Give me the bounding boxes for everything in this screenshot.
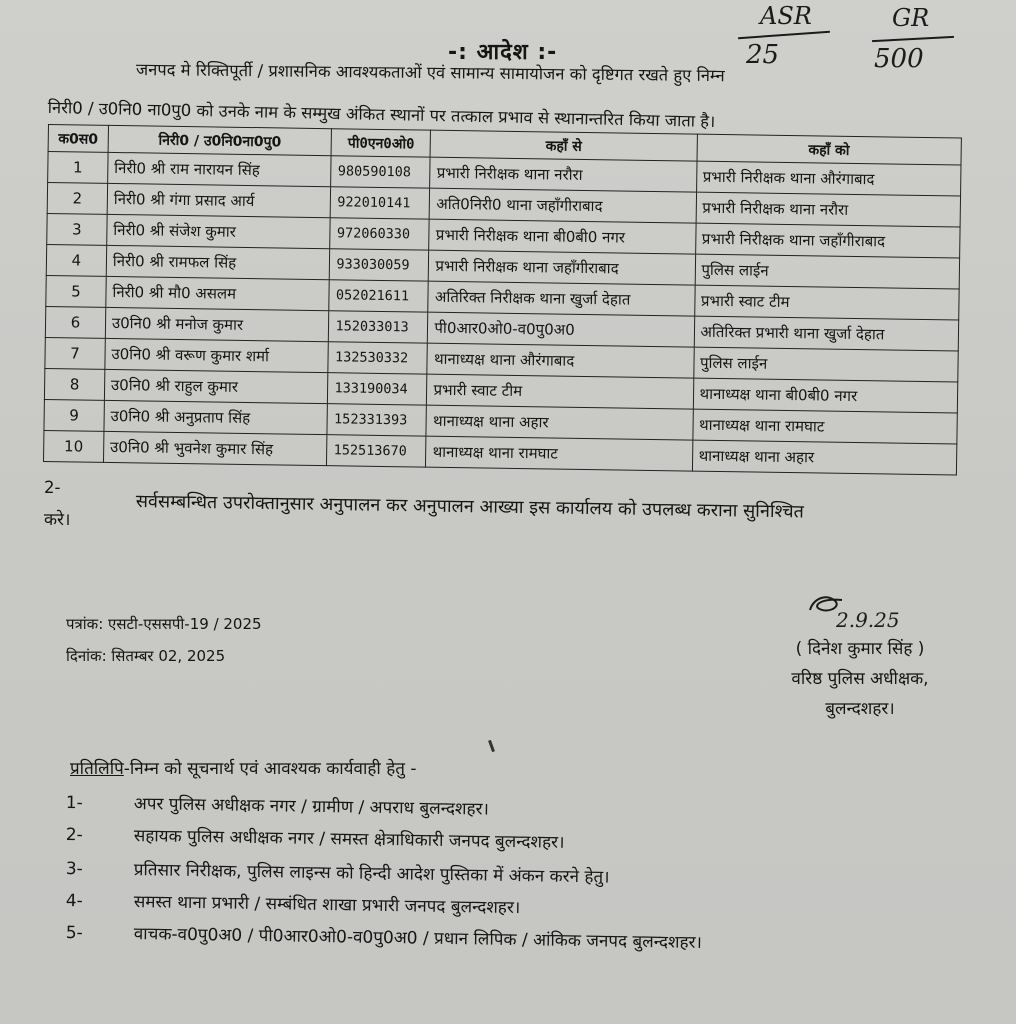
- cell-to: प्रभारी निरीक्षक थाना औरंगाबाद: [696, 161, 961, 196]
- header-pno: पी0एन0ओ0: [332, 129, 431, 157]
- cell-name: निरी0 श्री रामफल सिंह: [106, 245, 330, 279]
- cell-from: प्रभारी निरीक्षक थाना नरौरा: [430, 157, 696, 192]
- cell-pno: 133190034: [328, 373, 427, 405]
- letter-number: पत्रांक: एसटी-एससपी-19 / 2025: [66, 615, 262, 633]
- handwritten-mark-right-top: GR: [892, 4, 930, 32]
- cell-name: निरी0 श्री राम नारायन सिंह: [108, 152, 332, 186]
- copy-item-text: समस्त थाना प्रभारी / सम्बंधित शाखा प्रभारी जनपद बुलन्दशहर।: [133, 892, 521, 919]
- cell-from: अति0निरी0 थाना जहाँगीराबाद: [430, 188, 696, 223]
- copy-item-text: वाचक-व0पु0अ0 / पी0आर0ओ0-व0पु0अ0 / प्रधान लिपिक / आंकिक जनपद बुलन्दशहर।: [133, 924, 703, 953]
- handwritten-rule-right: [872, 36, 954, 42]
- transfer-table: [43, 124, 962, 476]
- copy-heading-label: प्रतिलिपि: [70, 759, 124, 779]
- handwritten-mark-left-top: ASR: [760, 2, 812, 30]
- cell-name: उ0नि0 श्री राहुल कुमार: [104, 369, 328, 403]
- copy-item: [66, 790, 490, 820]
- copy-item-number: 5-: [65, 922, 83, 944]
- handwritten-rule-left: [738, 31, 830, 39]
- cell-to: प्रभारी निरीक्षक थाना नरौरा: [696, 192, 961, 227]
- cell-name: निरी0 श्री संजेश कुमार: [107, 214, 331, 248]
- copy-item-text: प्रतिसार निरीक्षक, पुलिस लाइन्स को हिन्दी आदेश पुस्तिका में अंकन करने हेतु।: [133, 860, 610, 888]
- cell-from: प्रभारी निरीक्षक थाना बी0बी0 नगर: [429, 219, 695, 254]
- cell-pno: 933030059: [330, 249, 429, 281]
- cell-from: अतिरिक्त निरीक्षक थाना खुर्जा देहात: [428, 281, 694, 316]
- cell-serial: 2: [47, 183, 107, 215]
- cell-pno: 152033013: [329, 311, 428, 343]
- signatory-designation: वरिष्ठ पुलिस अधीक्षक,: [791, 669, 929, 689]
- cell-to: प्रभारी निरीक्षक थाना जहाँगीराबाद: [695, 223, 960, 258]
- cell-serial: 4: [46, 244, 106, 276]
- cell-serial: 1: [48, 152, 108, 184]
- copy-item: [66, 822, 565, 853]
- cell-to: थानाध्यक्ष थाना रामघाट: [692, 409, 957, 444]
- copy-item-text: सहायक पुलिस अधीक्षक नगर / समस्त क्षेत्राधिकारी जनपद बुलन्दशहर।: [133, 826, 565, 853]
- cell-name: उ0नि0 श्री अनुप्रताप सिंह: [104, 400, 328, 434]
- copy-item-number: 4-: [65, 890, 83, 912]
- signature-date: 2.9.25: [836, 608, 900, 632]
- cell-pno: 152331393: [327, 404, 426, 436]
- cell-pno: 972060330: [330, 218, 429, 250]
- cell-to: अतिरिक्त प्रभारी थाना खुर्जा देहात: [694, 316, 959, 351]
- cell-from: प्रभारी निरीक्षक थाना जहाँगीराबाद: [429, 250, 695, 285]
- header-name: निरी0 / उ0नि0ना0पु0: [108, 125, 332, 155]
- copy-item-number: 1-: [65, 792, 83, 814]
- ink-mark: [488, 740, 495, 752]
- para2-line-2: करे।: [44, 510, 71, 530]
- copy-heading: [70, 756, 416, 779]
- cell-serial: 10: [43, 430, 103, 462]
- para2-line-1: सर्वसम्बन्धित उपरोक्तानुसार अनुपालन कर अनुपालन आख्या इस कार्यालय को उपलब्ध कराना सुनिश्चित: [135, 490, 805, 523]
- cell-name: निरी0 श्री गंगा प्रसाद आर्य: [107, 183, 331, 217]
- cell-name: उ0नि0 श्री वरूण कुमार शर्मा: [105, 338, 329, 372]
- cell-to: थानाध्यक्ष थाना अहार: [692, 440, 957, 475]
- cell-from: पी0आर0ओ0-व0पु0अ0: [428, 312, 694, 347]
- cell-pno: 132530332: [328, 342, 427, 374]
- cell-from: प्रभारी स्वाट टीम: [427, 374, 693, 409]
- cell-serial: 8: [44, 368, 104, 400]
- cell-name: उ0नि0 श्री मनोज कुमार: [105, 307, 329, 341]
- copy-item: [66, 888, 521, 918]
- copy-item-number: 3-: [65, 858, 83, 880]
- cell-pno: 980590108: [331, 156, 430, 188]
- cell-serial: 9: [44, 399, 104, 431]
- cell-name: निरी0 श्री मौ0 असलम: [106, 276, 330, 310]
- header-to: कहाँ को: [697, 134, 962, 165]
- signatory-name: ( दिनेश कुमार सिंह ): [795, 639, 925, 659]
- cell-to: पुलिस लाईन: [693, 347, 958, 382]
- cell-pno: 922010141: [331, 187, 430, 219]
- cell-to: थानाध्यक्ष थाना बी0बी0 नगर: [693, 378, 958, 413]
- cell-serial: 5: [46, 275, 106, 307]
- cell-name: उ0नि0 श्री भुवनेश कुमार सिंह: [103, 431, 327, 465]
- header-from: कहाँ से: [431, 130, 697, 161]
- copy-item: [66, 920, 703, 953]
- intro-line-1: जनपद मे रिक्तिपूर्ती / प्रशासनिक आवश्यकताओं एवं सामान्य सामायोजन को दृष्टिगत रखते हुए निम्न: [135, 59, 725, 86]
- copy-item-number: 2-: [65, 824, 83, 846]
- handwritten-mark-left-bottom: 25: [746, 40, 780, 70]
- cell-from: थानाध्यक्ष थाना औरंगाबाद: [427, 343, 693, 378]
- cell-pno: 152513670: [327, 435, 426, 467]
- cell-to: प्रभारी स्वाट टीम: [694, 285, 959, 320]
- order-title: -: आदेश :-: [448, 40, 558, 65]
- para2-number: 2-: [44, 478, 61, 497]
- copy-item: [66, 856, 610, 888]
- letter-date: दिनांक: सितम्बर 02, 2025: [66, 647, 226, 665]
- copy-heading-rest: -निम्न को सूचनार्थ एवं आवश्यक कार्यवाही हेतु -: [123, 759, 417, 779]
- cell-to: पुलिस लाईन: [695, 254, 960, 289]
- cell-pno: 052021611: [329, 280, 428, 312]
- header-serial: क0स0: [48, 125, 108, 153]
- cell-serial: 6: [45, 306, 105, 338]
- cell-from: थानाध्यक्ष थाना अहार: [426, 405, 692, 440]
- cell-serial: 3: [47, 213, 107, 245]
- cell-from: थानाध्यक्ष थाना रामघाट: [426, 436, 692, 471]
- intro-line-2: निरी0 / उ0नि0 ना0पु0 को उनके नाम के सम्मुख अंकित स्थानों पर तत्काल प्रभाव से स्थानान्तरित किया जाता है।: [47, 97, 716, 131]
- cell-serial: 7: [45, 337, 105, 369]
- signatory-place: बुलन्दशहर।: [825, 699, 895, 719]
- handwritten-mark-right-bottom: 500: [874, 44, 924, 74]
- copy-item-text: अपर पुलिस अधीक्षक नगर / ग्रामीण / अपराध बुलन्दशहर।: [133, 794, 490, 820]
